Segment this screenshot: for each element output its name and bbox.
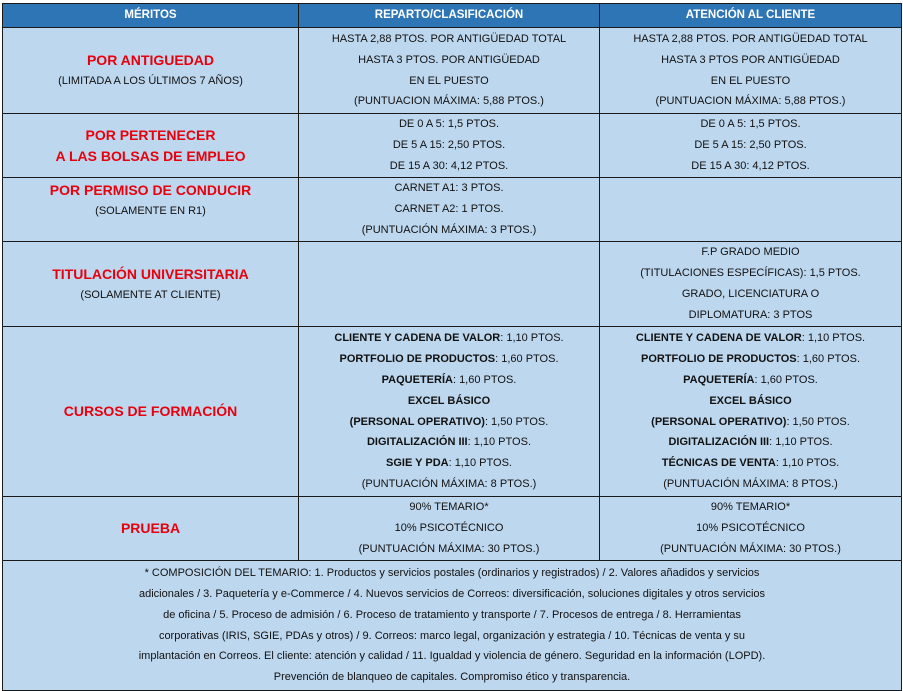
- course-line: [604, 474, 897, 495]
- course-points: : 1,60 PTOS.: [754, 373, 818, 386]
- course-points: : 1,50 PTOS.: [484, 415, 549, 428]
- reparto-cell: [299, 327, 600, 497]
- course-points: : 1,10 PTOS.: [769, 436, 833, 449]
- merit-cell: [3, 497, 299, 561]
- merit-title: TITULACIÓN UNIVERSITARIA: [52, 265, 249, 282]
- course-line: [604, 432, 897, 453]
- cell-line: 90% TEMARIO*: [710, 501, 791, 514]
- merit-title: POR PERMISO DE CONDUCIR: [49, 182, 252, 198]
- course-points: : 1,60 PTOS.: [495, 353, 559, 366]
- merit-subtitle: (LIMITADA A LOS ÚLTIMOS 7 AÑOS): [58, 75, 243, 87]
- course-line: [303, 391, 595, 412]
- cell-line: CARNET A1: 3 PTOS.: [394, 182, 504, 195]
- temario-note: [3, 561, 902, 691]
- note-line: de oficina / 5. Proceso de admisión / 6. Proceso de tratamiento y transporte / 7. Procesos de entrega / 8. Herramientas: [163, 608, 741, 621]
- cell-line: HASTA 2,88 PTOS. POR ANTIGÜEDAD TOTAL: [331, 32, 567, 45]
- course-line: [604, 391, 897, 412]
- course-line: [604, 349, 897, 370]
- course-name: EXCEL BÁSICO: [709, 394, 792, 407]
- cell-line: 90% TEMARIO*: [409, 501, 489, 514]
- course-line: [303, 412, 595, 433]
- header-atencion: ATENCIÓN AL CLIENTE: [600, 4, 902, 28]
- header-meritos: MÉRITOS: [3, 4, 299, 28]
- course-line: [303, 453, 595, 474]
- cell-line: (PUNTUACION MÁXIMA: 5,88 PTOS.): [354, 95, 544, 108]
- merit-subtitle: (SOLAMENTE EN R1): [95, 205, 206, 217]
- merit-cell: [3, 178, 299, 242]
- course-line: [604, 328, 897, 349]
- course-name: TÉCNICAS DE VENTA: [661, 457, 776, 470]
- course-points: (PUNTUACIÓN MÁXIMA: 8 PTOS.): [361, 477, 537, 490]
- note-line: adicionales / 3. Paquetería y e-Commerce / 4. Nuevos servicios de Correos: diversificación, soluciones digitales y otros servicios: [138, 587, 766, 600]
- cell-line: HASTA 3 PTOS POR ANTIGÜEDAD: [661, 53, 840, 66]
- cell-line: GRADO, LICENCIATURA O: [681, 288, 820, 300]
- atencion-cell: [600, 497, 902, 561]
- cell-line: F.P GRADO MEDIO: [701, 246, 800, 259]
- cell-line: (PUNTUACIÓN MÁXIMA: 30 PTOS.): [660, 542, 841, 555]
- course-line: [604, 412, 897, 433]
- course-name: DIGITALIZACIÓN III: [366, 436, 468, 449]
- reparto-cell: [299, 497, 600, 561]
- reparto-cell: [299, 178, 600, 242]
- course-line: [604, 370, 897, 391]
- course-points: : 1,10 PTOS.: [775, 457, 840, 470]
- merit-title: A LAS BOLSAS DE EMPLEO: [55, 147, 246, 164]
- course-line: [303, 370, 595, 391]
- course-name: EXCEL BÁSICO: [407, 394, 491, 407]
- reparto-cell-empty: [299, 242, 600, 327]
- merit-title: POR ANTIGUEDAD: [86, 52, 215, 68]
- merit-title: POR PERTENECER: [85, 126, 216, 143]
- course-name: DIGITALIZACIÓN III: [668, 436, 770, 449]
- row-cursos: [3, 327, 902, 497]
- cell-line: CARNET A2: 1 PTOS.: [394, 203, 504, 216]
- course-points: : 1,10 PTOS.: [467, 436, 531, 449]
- row-prueba: [3, 497, 902, 561]
- course-line: [303, 432, 595, 453]
- row-antiguedad: [3, 28, 902, 114]
- course-points: : 1,10 PTOS.: [801, 332, 866, 345]
- course-name: PAQUETERÍA: [381, 373, 453, 386]
- merit-cell: [3, 242, 299, 327]
- course-points: : 1,10 PTOS.: [448, 457, 512, 470]
- course-name: CLIENTE Y CADENA DE VALOR: [334, 332, 501, 345]
- cell-line: DE 0 A 5: 1,5 PTOS.: [700, 118, 801, 131]
- atencion-cell: [600, 327, 902, 497]
- course-name: PORTFOLIO DE PRODUCTOS: [640, 353, 797, 366]
- cell-line: DE 5 A 15: 2,50 PTOS.: [694, 139, 807, 152]
- merit-subtitle: (SOLAMENTE AT CLIENTE): [80, 288, 221, 301]
- cell-line: EN EL PUESTO: [409, 74, 489, 87]
- course-points: : 1,60 PTOS.: [452, 373, 517, 386]
- atencion-cell: [600, 242, 902, 327]
- course-points: : 1,50 PTOS.: [786, 415, 850, 428]
- course-name: CLIENTE Y CADENA DE VALOR: [635, 332, 802, 345]
- course-line: [604, 453, 897, 474]
- row-conducir: [3, 178, 902, 242]
- course-name: PAQUETERÍA: [683, 373, 755, 386]
- note-line: implantación en Correos. El cliente: atención y calidad / 11. Igualdad y violencia de género. Seguridad en la información (LOPD).: [138, 650, 766, 663]
- cell-line: DIPLOMATURA: 3 PTOS: [688, 308, 813, 321]
- course-points: (PUNTUACIÓN MÁXIMA: 8 PTOS.): [663, 477, 838, 490]
- header-row: [3, 4, 902, 28]
- note-line: Prevención de blanqueo de capitales. Compromiso ético y transparencia.: [273, 671, 631, 684]
- row-bolsas: [3, 114, 902, 178]
- course-name: SGIE Y PDA: [386, 457, 449, 470]
- course-line: [303, 474, 595, 495]
- merits-table: [2, 3, 902, 691]
- course-line: [303, 349, 595, 370]
- cell-line: DE 15 A 30: 4,12 PTOS.: [389, 159, 509, 172]
- header-reparto: REPARTO/CLASIFICACIÓN: [299, 4, 600, 28]
- merit-title: CURSOS DE FORMACIÓN: [63, 403, 238, 419]
- cell-line: DE 15 A 30: 4,12 PTOS.: [691, 159, 810, 172]
- note-line: * COMPOSICIÓN DEL TEMARIO: 1. Productos y servicios postales (ordinarios y registrados) / 2. Valores añadidos y servicios: [144, 567, 760, 580]
- row-nota-temario: [3, 561, 902, 691]
- atencion-cell-empty: [600, 178, 902, 242]
- cell-line: HASTA 2,88 PTOS. POR ANTIGÜEDAD TOTAL: [633, 32, 868, 45]
- merit-title: PRUEBA: [120, 520, 181, 536]
- merit-cell: [3, 327, 299, 497]
- note-line: corporativas (IRIS, SGIE, PDAs y otros) / 9. Correos: marco legal, organización y estrategia / 10. Técnicas de venta y su: [158, 629, 746, 642]
- cell-line: (PUNTUACIÓN MÁXIMA: 3 PTOS.): [361, 223, 537, 236]
- cell-line: (TITULACIONES ESPECÍFICAS): 1,5 PTOS.: [640, 267, 861, 280]
- merit-cell: [3, 28, 299, 114]
- course-points: : 1,60 PTOS.: [796, 353, 861, 366]
- cell-line: EN EL PUESTO: [710, 74, 791, 87]
- cell-line: (PUNTUACION MÁXIMA: 5,88 PTOS.): [655, 95, 846, 108]
- course-name: (PERSONAL OPERATIVO): [651, 415, 787, 428]
- row-titulacion: [3, 242, 902, 327]
- reparto-cell: [299, 28, 600, 114]
- course-points: : 1,10 PTOS.: [500, 332, 564, 345]
- cell-line: 10% PSICOTÉCNICO: [394, 522, 504, 535]
- cell-line: DE 0 A 5: 1,5 PTOS.: [398, 118, 500, 131]
- course-name: (PERSONAL OPERATIVO): [349, 415, 485, 428]
- cell-line: 10% PSICOTÉCNICO: [696, 522, 805, 535]
- reparto-cell: [299, 114, 600, 178]
- atencion-cell: [600, 28, 902, 114]
- merit-cell: [3, 114, 299, 178]
- course-line: [303, 328, 595, 349]
- atencion-cell: [600, 114, 902, 178]
- cell-line: DE 5 A 15: 2,50 PTOS.: [392, 139, 506, 152]
- cell-line: HASTA 3 PTOS. POR ANTIGÜEDAD: [358, 53, 540, 66]
- course-name: PORTFOLIO DE PRODUCTOS: [339, 353, 496, 366]
- cell-line: (PUNTUACIÓN MÁXIMA: 30 PTOS.): [358, 542, 540, 555]
